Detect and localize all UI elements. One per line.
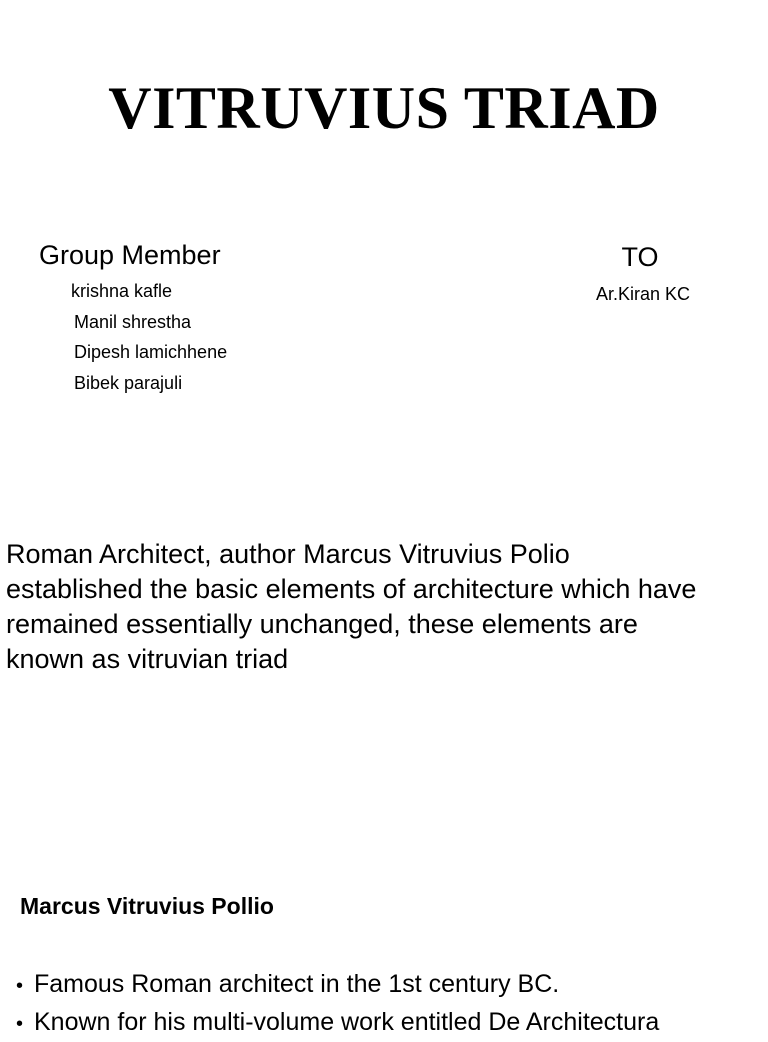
member-name: Dipesh lamichhene [74,342,228,362]
intro-line: Roman Architect, author Marcus Vitruvius Polio [6,539,570,569]
slide-title: VITRUVIUS TRIAD [108,75,660,141]
member-name: krishna kafle [71,281,173,301]
group-member-heading: Group Member [39,240,221,270]
to-heading: TO [621,242,659,272]
list-item [16,1004,659,1042]
section-heading: Marcus Vitruvius Pollio [20,893,274,919]
intro-line: known as vitruvian triad [6,644,289,674]
intro-line: established the basic elements of architecture which have [6,574,697,604]
intro-paragraph [6,537,768,677]
list-item [16,966,659,1004]
member-name: Manil shrestha [74,312,192,332]
bullet-list [16,966,659,1042]
member-name: Bibek parajuli [74,373,183,393]
bullet-text: Famous Roman architect in the 1st century BC. [34,970,560,998]
bullet-icon: • [16,975,24,997]
intro-line: remained essentially unchanged, these elements are [6,609,638,639]
bullet-icon: • [16,1013,24,1035]
bullet-text: Known for his multi-volume work entitled De Architectura [34,1008,660,1036]
recipient-name: Ar.Kiran KC [595,284,691,304]
